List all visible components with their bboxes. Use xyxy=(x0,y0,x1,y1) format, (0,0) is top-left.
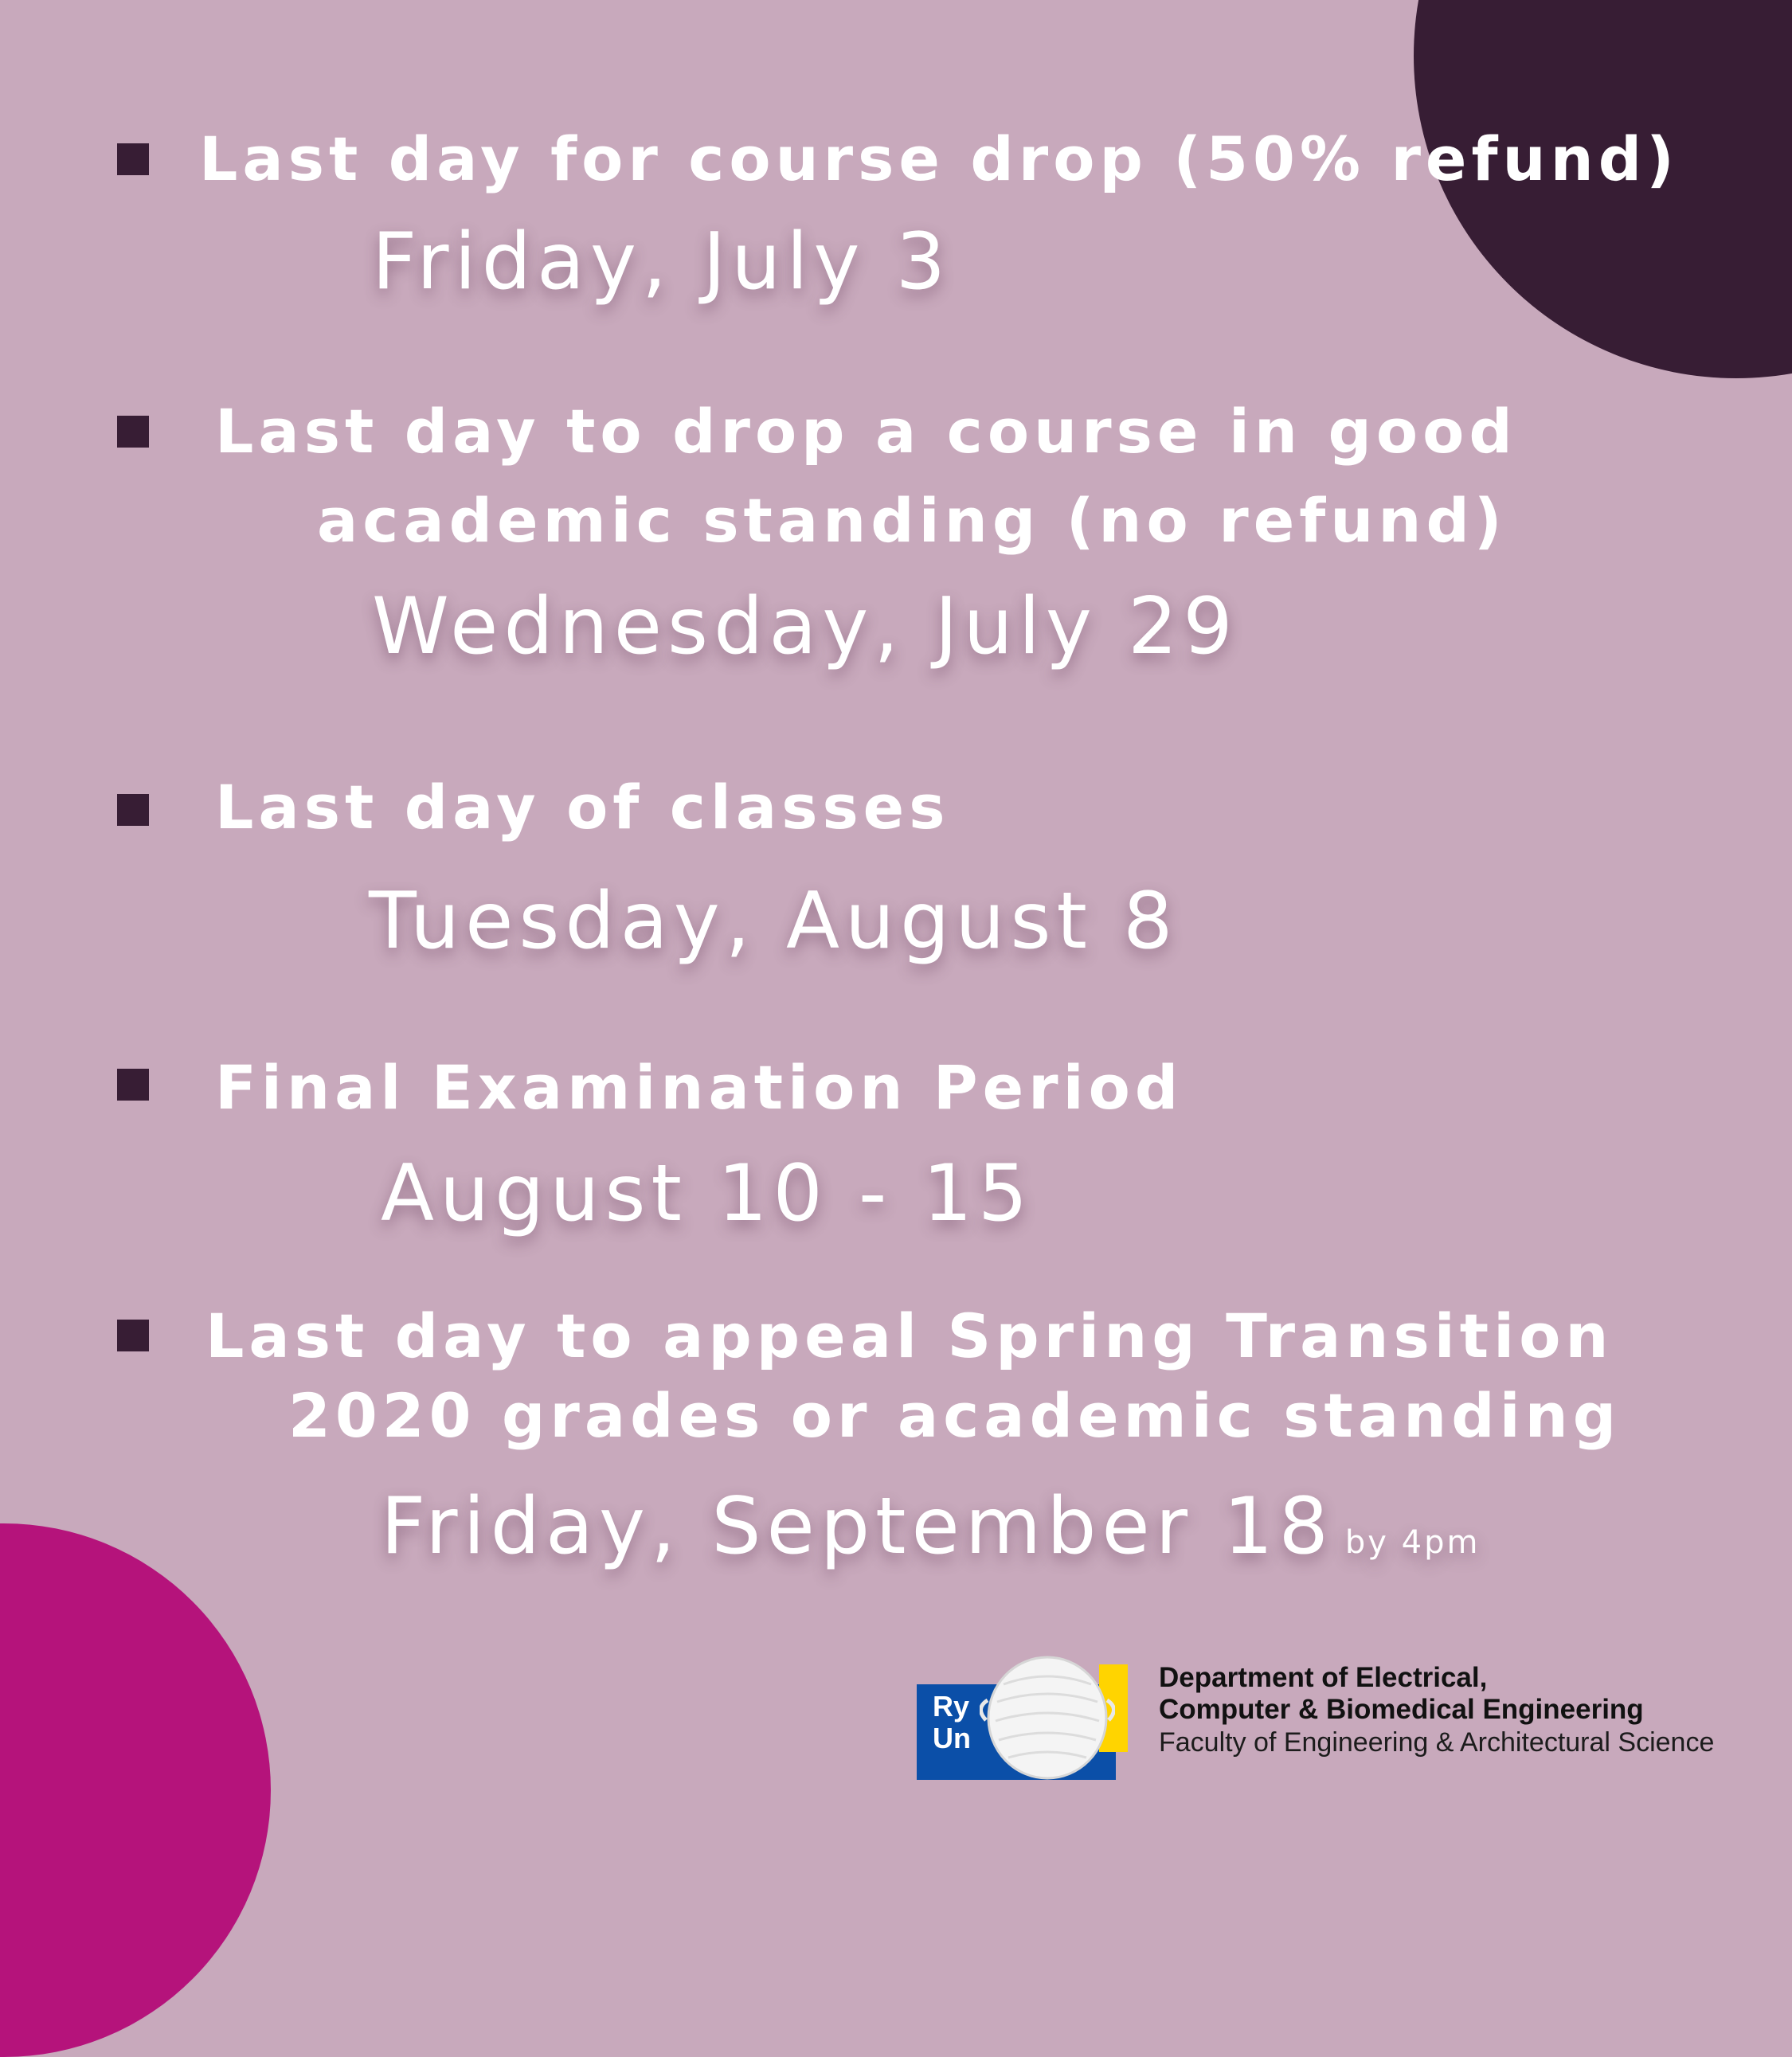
bullet-icon xyxy=(117,1069,149,1101)
deadline-label: Final Examination Period xyxy=(215,1052,1184,1123)
deadline-label: Last day of classes xyxy=(215,772,950,843)
footer-logo xyxy=(912,1652,1788,1792)
deadline-date: Friday, July 3 xyxy=(372,217,952,307)
bullet-icon xyxy=(117,1320,149,1351)
corner-decoration-magenta xyxy=(0,1523,271,2057)
deadline-label-line1: Last day to drop a course in good xyxy=(215,396,1517,467)
bullet-icon xyxy=(117,794,149,826)
bullet-icon xyxy=(117,416,149,448)
deadline-time-note: by 4pm xyxy=(1344,1524,1481,1561)
deadline-date xyxy=(381,1481,1481,1572)
deadline-date: Tuesday, August 8 xyxy=(369,876,1179,967)
department-name: Department of Electrical, Computer & Biomedical Engineering Faculty of Engineering & Architectural Science xyxy=(1159,1662,1715,1758)
face-mask-icon xyxy=(980,1652,1115,1784)
deadline-date-text: Friday, September 18 xyxy=(381,1481,1334,1572)
bullet-icon xyxy=(117,143,149,175)
deadline-label-line2: academic standing (no refund) xyxy=(317,485,1507,556)
deadline-label-line2: 2020 grades or academic standing xyxy=(288,1380,1622,1451)
deadline-date: August 10 - 15 xyxy=(381,1148,1034,1239)
deadline-label-line1: Last day to appeal Spring Transition xyxy=(205,1300,1614,1371)
deadline-label: Last day for course drop (50% refund) xyxy=(199,123,1679,194)
deadline-date: Wednesday, July 29 xyxy=(372,581,1238,672)
university-logo-text: Ry Un xyxy=(933,1690,971,1754)
